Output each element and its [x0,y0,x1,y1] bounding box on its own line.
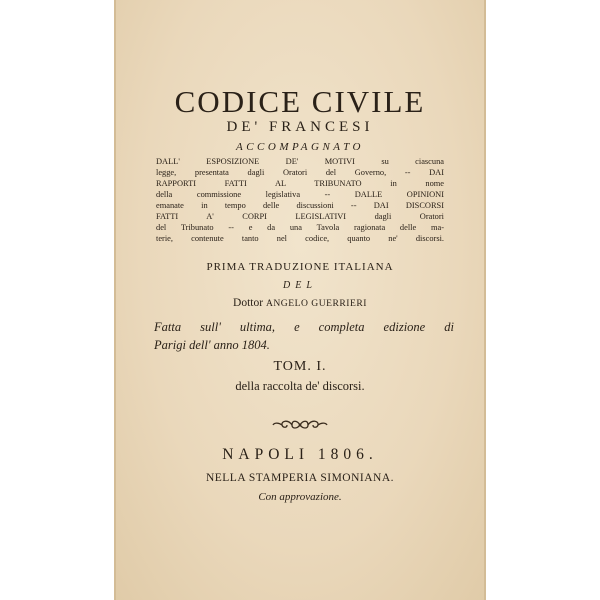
description-line: della commissione legislativa -- DALLE OPINIONI [156,190,444,199]
description-line: RAPPORTI FATTI AL TRIBUNATO in nome [156,179,444,188]
description-line: terie, contenute tanto nel codice, quanto ne' discorsi. [156,234,444,243]
translator-line [114,297,486,309]
description-line: legge, presentata dagli Oratori del Governo, -- DAI [156,168,444,177]
translation-line: PRIMA TRADUZIONE ITALIANA [206,261,394,273]
book-title: CODICE CIVILE [174,84,426,119]
del-line: DEL [283,280,317,291]
imprint-place: NAPOLI 1806. [222,446,378,463]
edition-line: Fatta sull' ultima, e completa edizione di [154,320,454,334]
translator-prefix: Dottor [233,297,264,309]
book-subtitle: DE' FRANCESI [226,119,374,135]
title-page [114,0,486,600]
description-line: del Tribunato -- e da una Tavola ragionata delle ma- [156,223,444,232]
imprint-approval: Con approvazione. [258,491,342,503]
volume-note: della raccolta de' discorsi. [235,379,365,393]
edition-line: Parigi dell' anno 1804. [154,338,270,352]
fleuron-ornament-icon [270,416,330,434]
accompagnato-line: ACCOMPAGNATO [236,141,364,153]
imprint-printer: NELLA STAMPERIA SIMONIANA. [205,472,395,484]
volume-number: TOM. I. [273,359,327,374]
description-paragraph [156,156,444,244]
edition-statement [154,318,454,354]
description-line: FATTI A' CORPI LEGISLATIVI dagli Oratori [156,212,444,221]
description-line: DALL' ESPOSIZIONE DE' MOTIVI su ciascuna [156,157,444,166]
translator-name: ANGELO GUERRIERI [265,298,367,309]
description-line: emanate in tempo delle discussioni -- DAI DISCORSI [156,201,444,210]
